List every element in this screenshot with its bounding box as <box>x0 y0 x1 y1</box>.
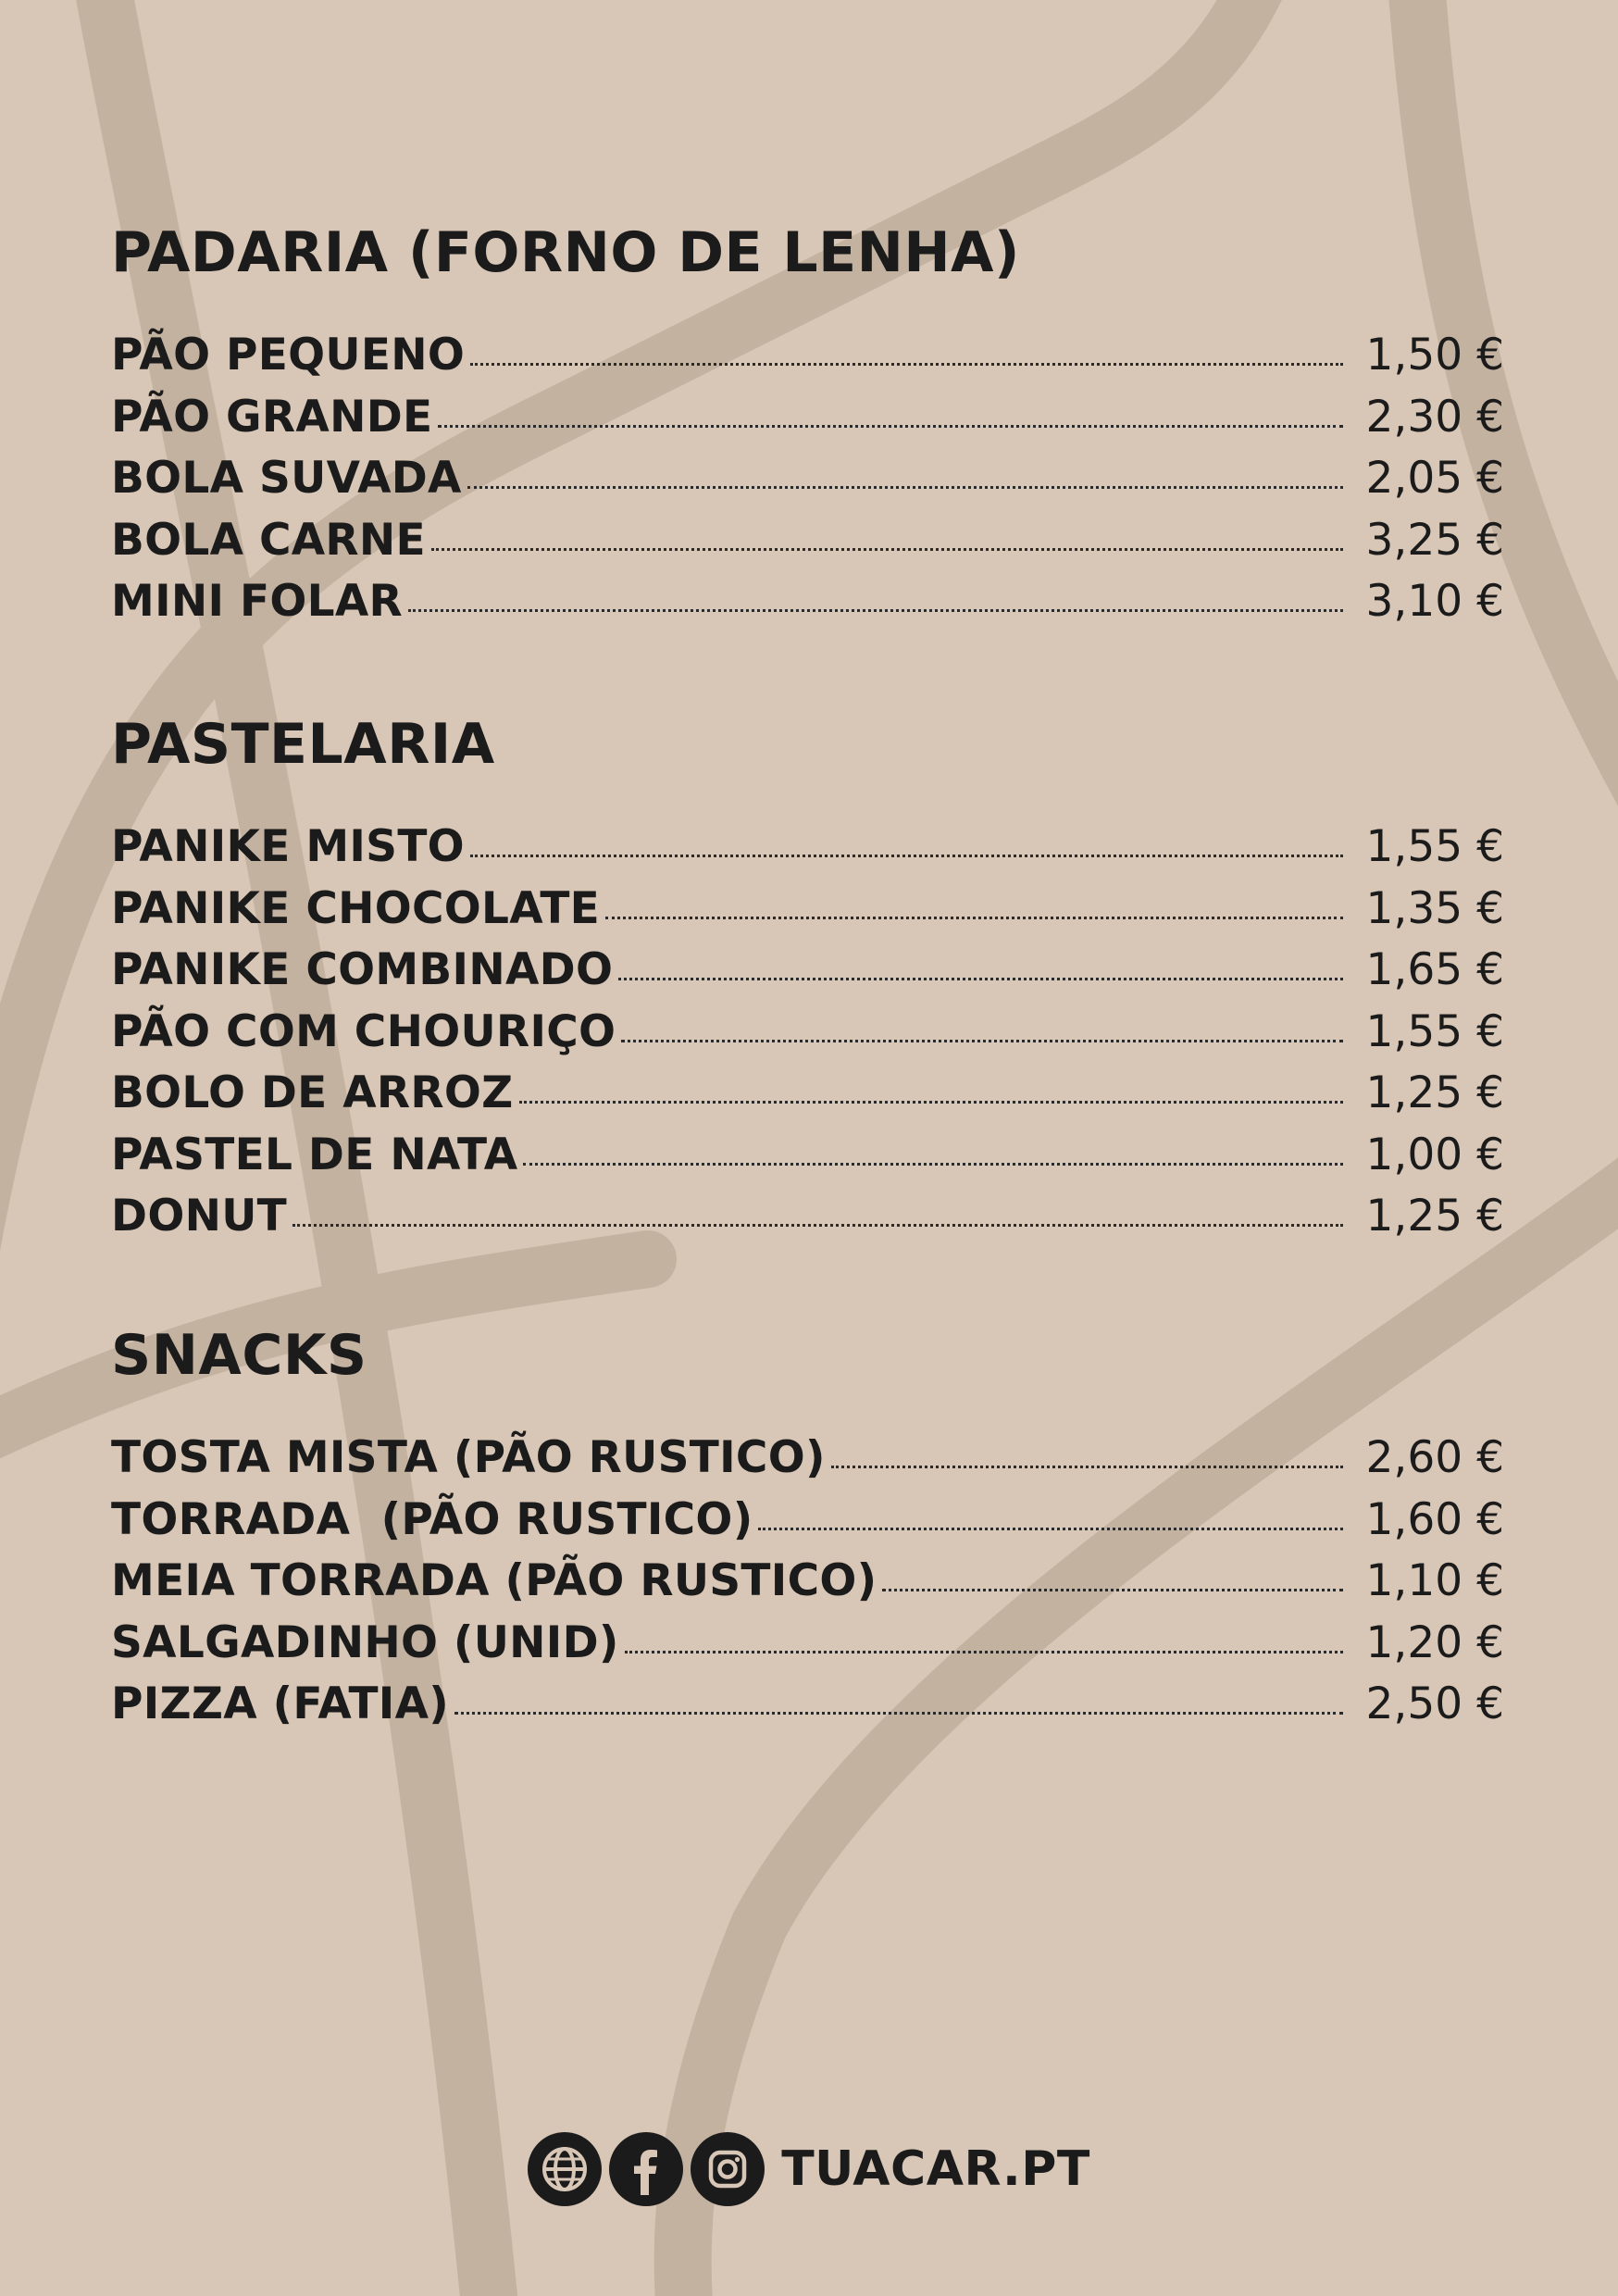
menu-item <box>111 1002 1504 1064</box>
item-name: TOSTA MISTA (PÃO RUSTICO) <box>111 1432 826 1483</box>
item-name: MINI FOLAR <box>111 576 404 627</box>
dot-leader <box>438 425 1343 428</box>
globe-icon[interactable] <box>528 2132 602 2206</box>
dot-leader <box>454 1712 1343 1715</box>
item-list <box>111 817 1504 1248</box>
item-name: PASTEL DE NATA <box>111 1129 518 1180</box>
item-price: 3,25 € <box>1365 514 1504 566</box>
item-price: 1,35 € <box>1365 882 1504 934</box>
dot-leader <box>470 855 1343 857</box>
menu-item <box>111 1490 1504 1552</box>
dot-leader <box>408 609 1343 612</box>
section-padaria <box>111 220 1504 633</box>
item-name: SALGADINHO (UNID) <box>111 1616 619 1668</box>
dot-leader <box>758 1528 1343 1530</box>
section-title: PASTELARIA <box>111 712 495 777</box>
dot-leader <box>431 548 1343 551</box>
item-name: PANIKE CHOCOLATE <box>111 882 601 934</box>
item-price: 1,50 € <box>1365 330 1504 381</box>
dot-leader <box>621 1040 1343 1042</box>
menu-item <box>111 325 1504 387</box>
menu-item <box>111 448 1504 510</box>
item-price: 1,55 € <box>1365 821 1504 872</box>
section-title: PADARIA (FORNO DE LENHA) <box>111 220 1020 285</box>
item-price: 2,60 € <box>1365 1432 1504 1483</box>
section-snacks <box>111 1323 1504 1736</box>
item-name: BOLA SUVADA <box>111 453 462 504</box>
dot-leader <box>470 363 1343 366</box>
item-list <box>111 1428 1504 1736</box>
menu-item <box>111 879 1504 941</box>
menu-item <box>111 1186 1504 1248</box>
item-name: PANIKE MISTO <box>111 821 465 872</box>
item-name: BOLA CARNE <box>111 514 426 566</box>
item-price: 2,30 € <box>1365 391 1504 443</box>
dot-leader <box>519 1101 1343 1104</box>
item-price: 1,10 € <box>1365 1555 1504 1606</box>
item-name: BOLO DE ARROZ <box>111 1067 514 1118</box>
dot-leader <box>831 1466 1343 1468</box>
item-name: PÃO GRANDE <box>111 391 433 443</box>
item-list <box>111 325 1504 633</box>
item-name: PANIKE COMBINADO <box>111 944 614 995</box>
item-price: 1,25 € <box>1365 1191 1504 1242</box>
menu-item <box>111 1551 1504 1613</box>
dot-leader <box>605 917 1343 919</box>
instagram-icon[interactable] <box>691 2132 765 2206</box>
facebook-icon[interactable] <box>609 2132 683 2206</box>
item-name: TORRADA (PÃO RUSTICO) <box>111 1493 753 1545</box>
dot-leader <box>625 1651 1343 1653</box>
section-title: SNACKS <box>111 1323 367 1388</box>
menu-item <box>111 1674 1504 1736</box>
item-price: 2,05 € <box>1365 453 1504 504</box>
menu-item <box>111 1428 1504 1490</box>
item-price: 1,00 € <box>1365 1129 1504 1180</box>
dot-leader <box>467 486 1343 489</box>
item-name: DONUT <box>111 1191 288 1242</box>
item-price: 2,50 € <box>1365 1678 1504 1729</box>
menu-item <box>111 1125 1504 1187</box>
section-pastelaria <box>111 712 1504 1248</box>
item-price: 1,65 € <box>1365 944 1504 995</box>
item-name: MEIA TORRADA (PÃO RUSTICO) <box>111 1555 877 1606</box>
website-link[interactable]: TUACAR.PT <box>781 2141 1090 2197</box>
item-price: 3,10 € <box>1365 576 1504 627</box>
menu-item <box>111 1613 1504 1675</box>
menu-item <box>111 1063 1504 1125</box>
item-price: 1,20 € <box>1365 1616 1504 1668</box>
dot-leader <box>882 1589 1343 1591</box>
menu-item <box>111 940 1504 1002</box>
menu-item <box>111 817 1504 879</box>
menu-item <box>111 387 1504 449</box>
item-price: 1,25 € <box>1365 1067 1504 1118</box>
item-price: 1,60 € <box>1365 1493 1504 1545</box>
item-price: 1,55 € <box>1365 1005 1504 1057</box>
item-name: PÃO COM CHOURIÇO <box>111 1005 616 1057</box>
item-name: PIZZA (FATIA) <box>111 1678 450 1729</box>
menu-item <box>111 510 1504 572</box>
dot-leader <box>292 1224 1343 1227</box>
menu-item <box>111 571 1504 633</box>
dot-leader <box>523 1163 1343 1166</box>
item-name: PÃO PEQUENO <box>111 330 466 381</box>
dot-leader <box>618 978 1343 980</box>
footer <box>0 2130 1618 2208</box>
